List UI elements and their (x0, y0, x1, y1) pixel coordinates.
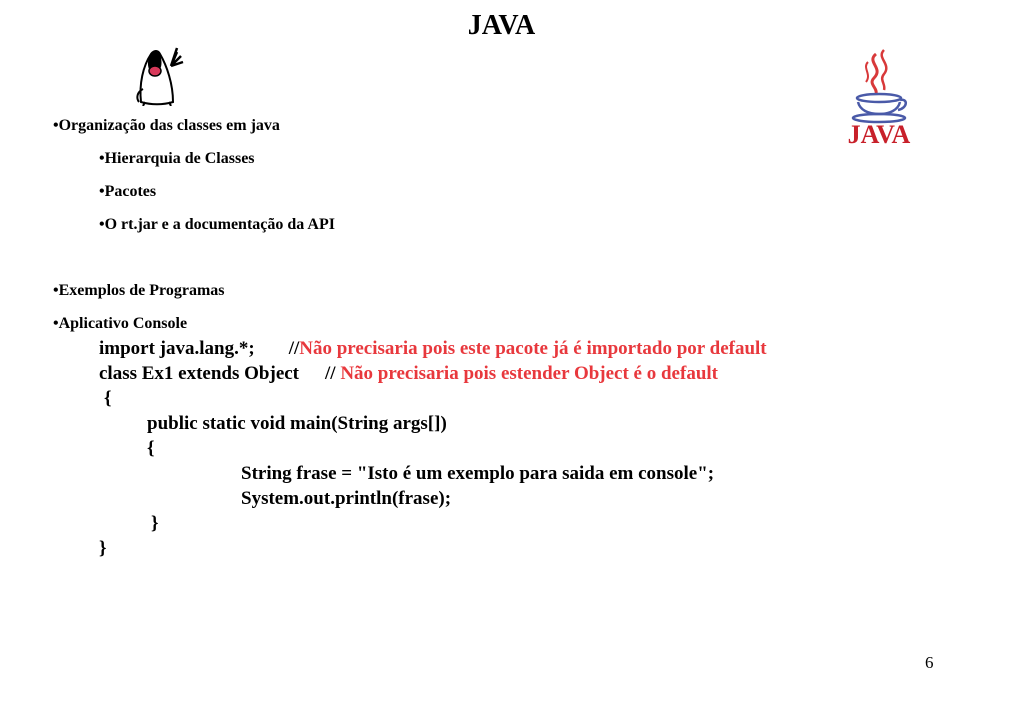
code-line-string: String frase = "Isto é um exemplo para saida em console"; (241, 463, 715, 484)
code-comment-import: Não precisaria pois este pacote já é importado por default (299, 338, 767, 359)
bullet-organizacao: •Organização das classes em java (53, 117, 280, 134)
code-line-close-main: } (151, 513, 159, 534)
code-line-println: System.out.println(frase); (241, 488, 452, 509)
code-import-statement: import java.lang.*; (99, 338, 255, 359)
bullet-exemplos: •Exemplos de Programas (53, 282, 225, 299)
code-line-import (99, 338, 767, 360)
code-comment-slashes: // (325, 363, 336, 384)
slide-title: JAVA (467, 10, 536, 41)
bullet-rtjar: •O rt.jar e a documentação da API (99, 216, 335, 233)
page-number: 6 (925, 653, 934, 672)
java-cup-icon (846, 48, 912, 124)
code-line-main: public static void main(String args[]) (147, 413, 447, 434)
java-logo (846, 48, 912, 150)
bullet-pacotes: •Pacotes (99, 183, 157, 200)
code-comment-object: Não precisaria pois estender Object é o default (340, 363, 718, 384)
duke-mascot-icon (133, 44, 185, 106)
bullet-aplicativo: •Aplicativo Console (53, 315, 188, 332)
code-line-class (99, 363, 718, 385)
code-line-open-class: { (104, 388, 112, 409)
code-line-close-class: } (99, 538, 107, 559)
code-class-declaration: class Ex1 extends Object (99, 363, 300, 384)
code-line-open-main: { (147, 438, 155, 459)
bullet-hierarquia: •Hierarquia de Classes (99, 150, 255, 167)
code-comment-slashes: // (288, 338, 300, 359)
java-wordmark: JAVA (847, 120, 911, 149)
